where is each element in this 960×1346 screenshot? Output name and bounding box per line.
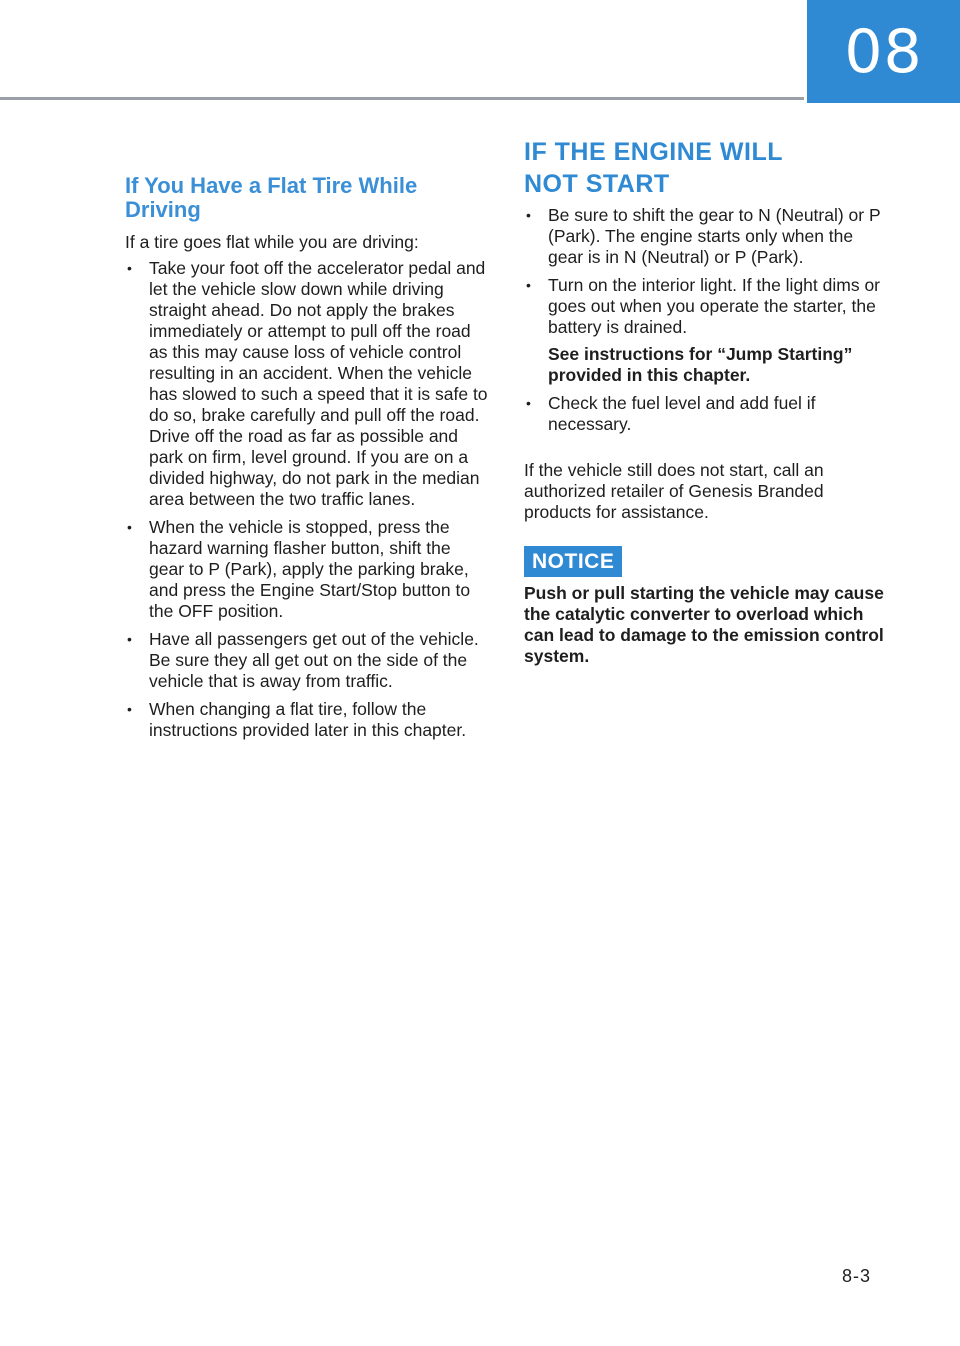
- flat-tire-intro: If a tire goes flat while you are driving:: [125, 232, 419, 252]
- page-number: 8-3: [842, 1266, 872, 1286]
- chapter-number: 08: [844, 16, 923, 87]
- list-item: • Be sure to shift the gear to N (Neutral) or P (Park). The engine starts only when the gear is in N (Neutral) or P (Park).: [526, 205, 881, 267]
- list-item: • When the vehicle is stopped, press the hazard warning flasher button, shift the gear to P (Park), apply the parking brake, and press the Engine Start/Stop button to the OFF position.: [127, 517, 471, 621]
- engine-start-list: [524, 205, 889, 442]
- bullet-icon: •: [526, 207, 531, 223]
- closing-paragraph: If the vehicle still does not start, call an authorized retailer of Genesis Branded products for assistance.: [524, 460, 824, 522]
- bullet-icon: •: [127, 519, 132, 535]
- list-item: • When changing a flat tire, follow the instructions provided later in this chapter.: [127, 699, 467, 740]
- list-item: • Turn on the interior light. If the light dims or goes out when you operate the starter, the battery is drained. See instructions for “Jump Starting” provided in this chapter.: [524, 275, 889, 386]
- bullet-icon: •: [127, 701, 132, 717]
- flat-tire-list: [125, 258, 490, 748]
- list-item: • Take your foot off the accelerator pedal and let the vehicle slow down while driving straight ahead. Do not apply the brakes immediately or attempt to pull off the road as this may cause loss of vehicle control resulting in an accident. When the vehicle has slowed to such a speed that it is safe to do so, brake carefully and pull off the road. Drive off the road as far as possible and park on firm, level ground. If you are on a divided highway, do not park in the median area between the two traffic lanes.: [127, 258, 488, 509]
- list-item: • Check the fuel level and add fuel if necessary.: [526, 393, 816, 434]
- jump-start-reference: See instructions for “Jump Starting” provided in this chapter.: [548, 344, 853, 385]
- engine-wont-start-heading: IF THE ENGINE WILL NOT START: [524, 138, 783, 198]
- flat-tire-heading: If You Have a Flat Tire While Driving: [125, 173, 418, 222]
- list-item: • Have all passengers get out of the vehicle. Be sure they all get out on the side of the vehicle that is away from traffic.: [127, 629, 479, 691]
- notice-badge: NOTICE: [524, 546, 622, 577]
- notice-text: Push or pull starting the vehicle may cause the catalytic converter to overload which can lead to damage to the emission control system.: [524, 583, 884, 666]
- bullet-icon: •: [526, 395, 531, 411]
- chapter-tab: [807, 0, 960, 103]
- header-rule: [0, 97, 804, 100]
- bullet-icon: •: [127, 260, 132, 276]
- bullet-icon: •: [127, 631, 132, 647]
- bullet-icon: •: [526, 277, 531, 293]
